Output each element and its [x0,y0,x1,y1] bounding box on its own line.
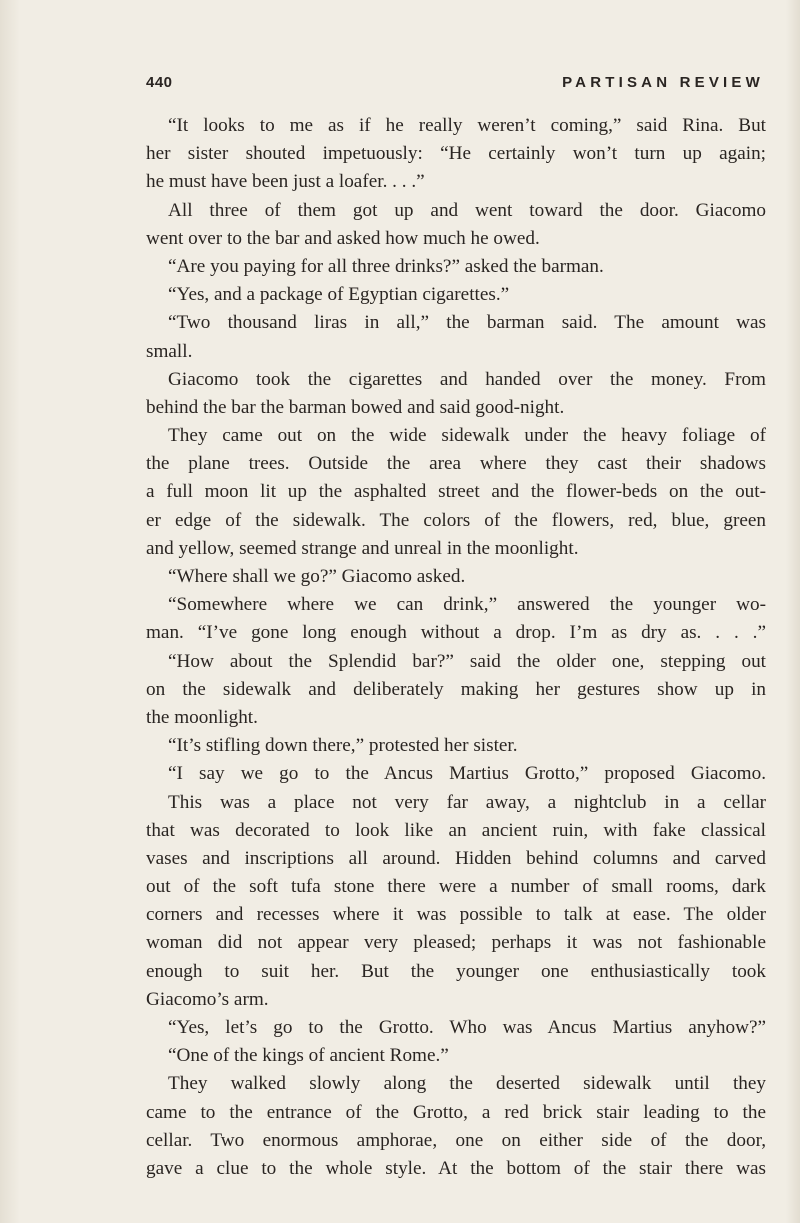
text-line: on the sidewalk and deliberately making her gestures show up in [146,678,766,700]
text-line: “Are you paying for all three drinks?” asked the barman. [168,255,604,277]
text-line: small. [146,340,193,362]
text-line: This was a place not very far away, a nightclub in a cellar [168,791,766,813]
page-number: 440 [146,74,173,91]
page-edge-right [786,0,800,1223]
text-line: “Somewhere where we can drink,” answered the younger wo- [168,594,766,616]
text-line: “It’s stifling down there,” protested her sister. [168,735,518,757]
text-line: a full moon lit up the asphalted street and the flower-beds on the out- [146,481,766,503]
text-line: woman did not appear very pleased; perhaps it was not fashionable [146,932,766,954]
text-line: “Yes, let’s go to the Grotto. Who was Ancus Martius anyhow?” [168,1017,766,1038]
text-line: man. “I’ve gone long enough without a drop. I’m as dry as. . . .” [146,622,766,644]
text-line: went over to the bar and asked how much he owed. [146,227,540,249]
text-line: “Where shall we go?” Giacomo asked. [168,566,466,587]
text-line: They came out on the wide sidewalk under the heavy foliage of [168,425,766,447]
text-line: er edge of the sidewalk. The colors of the flowers, red, blue, green [146,509,766,531]
text-line: cellar. Two enormous amphorae, one on either side of the door, [146,1129,766,1151]
text-line: “How about the Splendid bar?” said the older one, stepping out [168,650,766,672]
text-line: vases and inscriptions all around. Hidden behind columns and carved [146,847,766,869]
text-line: Giacomo’s arm. [146,988,269,1010]
text-line: “It looks to me as if he really weren’t coming,” said Rina. But [168,115,766,136]
text-line: he must have been just a loafer. . . .” [146,171,425,193]
text-line: behind the bar the barman bowed and said good-night. [146,396,565,418]
text-line: and yellow, seemed strange and unreal in the moonlight. [146,537,579,559]
text-line: “One of the kings of ancient Rome.” [168,1045,449,1067]
text-line: “Two thousand liras in all,” the barman said. The amount was [168,312,766,334]
text-line: came to the entrance of the Grotto, a red brick stair leading to the [146,1101,766,1123]
body-text [146,112,766,1183]
text-line: gave a clue to the whole style. At the bottom of the stair there was [146,1157,766,1179]
text-line: Giacomo took the cigarettes and handed over the money. From [168,368,766,390]
running-head: PARTISAN REVIEW [562,74,764,91]
text-line: “Yes, and a package of Egyptian cigarettes.” [168,284,510,306]
text-line: that was decorated to look like an ancient ruin, with fake classical [146,819,766,841]
text-line: “I say we go to the Ancus Martius Grotto,” proposed Giacomo. [168,763,766,785]
text-line: They walked slowly along the deserted sidewalk until they [168,1073,766,1095]
text-line: corners and recesses where it was possible to talk at ease. The older [146,904,766,926]
page-edge-left [0,0,20,1223]
text-line: enough to suit her. But the younger one enthusiastically took [146,960,766,982]
text-line: All three of them got up and went toward the door. Giacomo [168,199,766,221]
text-line: the moonlight. [146,706,258,728]
text-line: out of the soft tufa stone there were a number of small rooms, dark [146,876,766,898]
text-line: the plane trees. Outside the area where they cast their shadows [146,453,766,475]
text-line: her sister shouted impetuously: “He certainly won’t turn up again; [146,143,766,165]
